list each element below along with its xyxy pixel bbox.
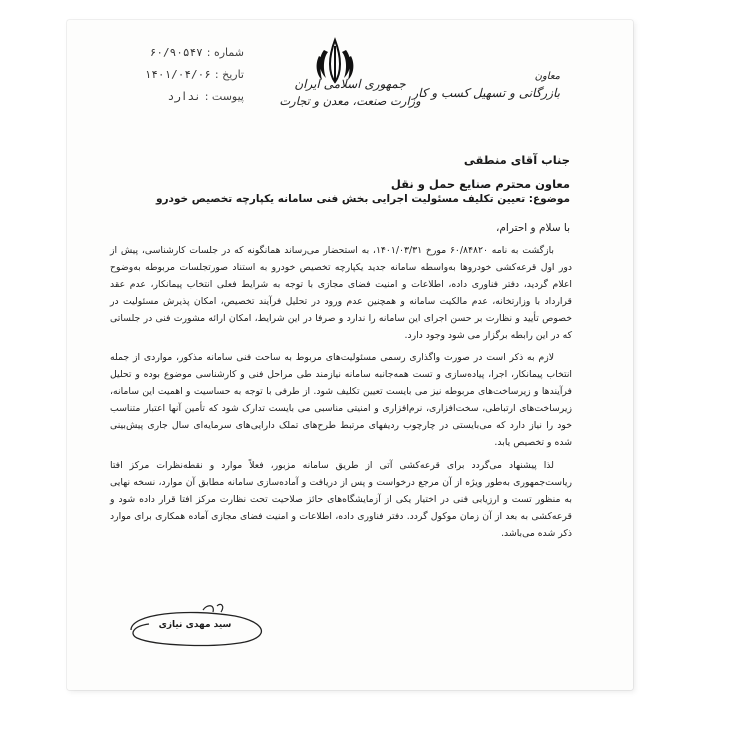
number-row [114,42,244,64]
recipient-title: معاون محترم صنایع حمل و نقل [390,177,570,191]
office-department: بازرگانی و تسهیل کسب و کار [412,86,560,100]
date-row [114,64,244,86]
subject-line: موضوع: تعیین تکلیف مسئولیت اجرایی بخش فنی سامانه یکپارچه تخصیص خودرو [155,193,570,205]
attachment-label: پیوست : [204,90,244,103]
recipient-name: جناب آقای منطقی [463,153,570,167]
body-paragraph: بازگشت به نامه ۶۰/۸۴۸۲۰ مورخ ۱۴۰۱/۰۳/۳۱، به استحضار می‌رساند همانگونه که در جلسات کارشناسی، پیش از دور اول قرعه‌کشی خودروها به‌واسطه سامانه جدید یکپارچه تخصیص خودرو به استناد صورتجلسات مربوطه به‌وضوح اعلام گردید، دفتر فناوری داده، اطلاعات و امنیت فضای مجازی با توجه به شرایط فعلی انتخاب پیمانکار، عدم عقد قرارداد با وزارتخانه، عدم مالکیت سامانه و همچنین عدم ورود در تحلیل فرآیند تخصیص، امکان پذیرش مسئولیت در خصوص تأیید و نظارت بر حسن اجرای این سامانه را ندارد و صرفا در این شرایط، امکان ارائه مشورت فنی در جلساتی که در این رابطه برگزار می شود وجود دارد. [110,245,572,341]
body-paragraph: لذا پیشنهاد می‌گردد برای قرعه‌کشی آتی از طریق سامانه مزبور، فعلاً موارد و نقطه‌نظرات مرکز افتا ریاست‌جمهوری به‌طور ویژه از آن مرجع درخواست و پس از دریافت و آماده‌سازی سامانه مطابق آن موارد، نسخه نهایی به منظور تست و ارزیابی فنی در اختیار یکی از آزمایشگاه‌های حائز صلاحیت تحت نظارت مرکز افتا قرار داده شود و قرعه‌کشی به بعد از آن زمان موکول گردد. دفتر فناوری داده، اطلاعات و امنیت فضای مجازی آماده همکاری برای موارد ذکر شده می‌باشد. [110,459,572,539]
number-value: ۶۰/۹۰۵۴۷ [149,46,203,59]
body-paragraph: لازم به ذکر است در صورت واگذاری رسمی مسئولیت‌های مربوط به ساحت فنی سامانه مذکور، مواردی از جمله انتخاب پیمانکار، اجرا، پیاده‌سازی و تست همه‌جانبه سامانه نیازمند طی مراحل فنی و کارشناسی موضوع بوده و تحلیل فرآیندها و زیرساخت‌های مربوطه نیز می بایست تعیین تکلیف شود. از طرفی با توجه به حساسیت و اهمیت این سامانه، زیرساخت‌های ارتباطی، سخت‌افزاری، نرم‌افزاری و امنیتی مناسبی می بایست تدارک شود که تأمین آنها اعتبار متناسب خود را نیاز دارد که می‌بایستی در چارچوب ردیفهای مرتبط طرح‌های تملک دارایی‌های سرمایه‌ای سال جاری پیش‌بینی شده و تخصیص یابد. [110,352,572,448]
date-value: ۱۴۰۱/۰۴/۰۶ [144,68,211,81]
attachment-row [114,86,244,108]
greeting: با سلام و احترام، [496,222,570,234]
office-heading [400,70,560,102]
letter-meta [114,42,244,108]
signatory-name: سید مهدی نیازی [158,620,232,630]
office-title: معاون [534,71,560,82]
government-line: جمهوری اسلامی ایران [294,77,406,91]
letter-body [110,243,572,548]
ministry-line: وزارت صنعت، معدن و تجارت [279,94,421,108]
number-label: شماره : [206,46,244,59]
attachment-value: ندارد [167,90,201,103]
date-label: تاریخ : [214,68,244,81]
recipient-block [130,148,570,196]
